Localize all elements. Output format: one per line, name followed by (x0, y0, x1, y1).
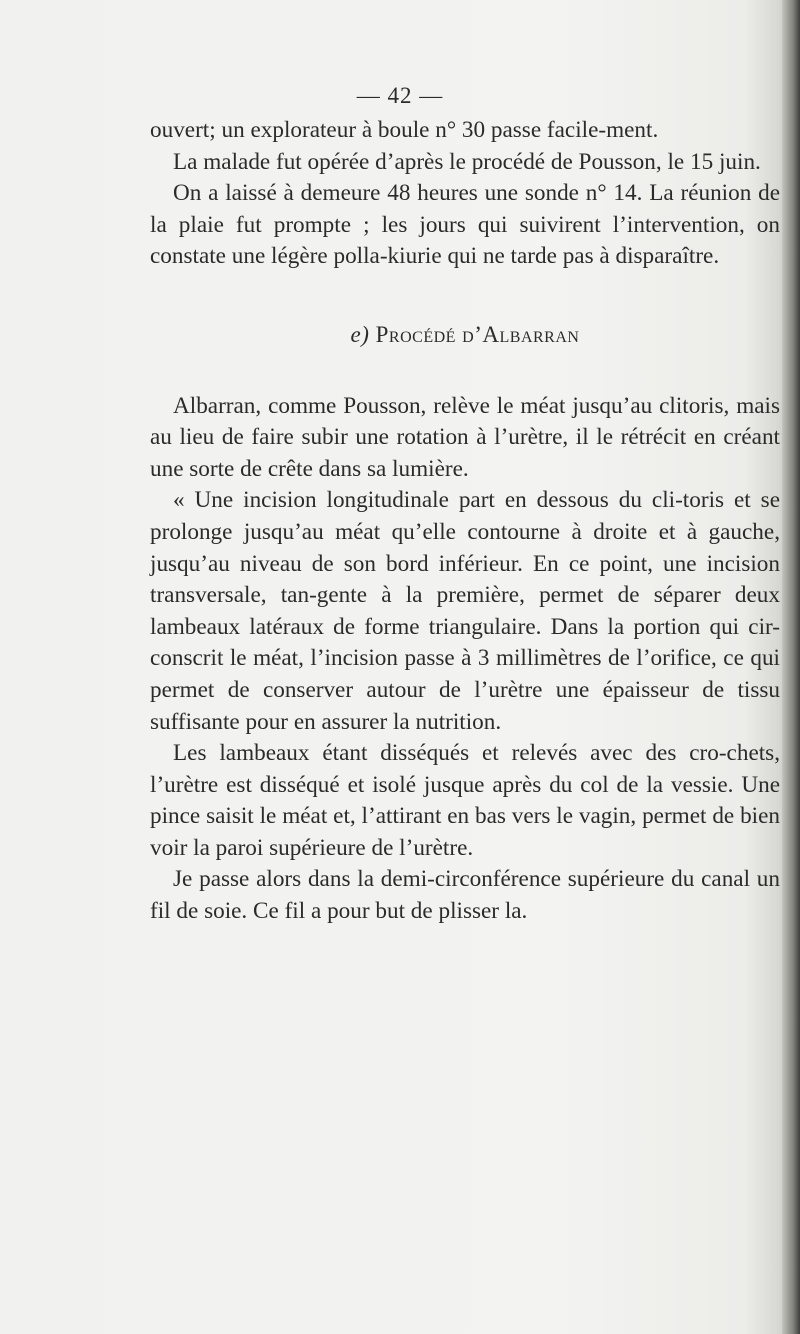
paragraph: Albarran, comme Pousson, relève le méat jusqu’au clitoris, mais au lieu de faire subir une rotation à l’urètre, il le rétrécit en créant une sorte de crête dans sa lumière. (150, 392, 780, 482)
paragraph: ouvert; un explorateur à boule n° 30 passe facile-ment. (150, 117, 659, 143)
section-heading (150, 319, 780, 351)
page-body (150, 115, 780, 928)
page-edge-shadow (782, 0, 800, 1334)
paragraph: La malade fut opérée d’après le procédé de Pousson, le 15 juin. (173, 148, 761, 175)
paragraph: Les lambeaux étant disséqués et relevés avec des cro-chets, l’urètre est disséqué et isolé jusque après du col de la vessie. Une pince saisit le méat et, l’attirant en bas vers le vagin, permet de bien voir la paroi supérieure de l’urètre. (150, 740, 780, 861)
section-letter: e) (350, 321, 370, 347)
page-number: — 42 — (356, 83, 444, 108)
section-title: Procédé d’Albarran (375, 321, 580, 347)
paragraph: Je passe alors dans la demi-circonférence supérieure du canal un fil de soie. Ce fil a pour but de plisser la. (150, 866, 780, 925)
paragraph: On a laissé à demeure 48 heures une sonde n° 14. La réunion de la plaie fut prompte ; les jours qui suivirent l’intervention, on constate une légère polla-kiurie qui ne tarde pas à disparaître. (150, 180, 780, 270)
paragraph: « Une incision longitudinale part en dessous du cli-toris et se prolonge jusqu’au méat qu’elle contourne à droite et à gauche, jusqu’au niveau de son bord inférieur. En ce point, une incision transversale, tan-gente à la première, permet de séparer deux lambeaux latéraux de forme triangulaire. Dans la portion qui cir-conscrit le méat, l’incision passe à 3 millimètres de l’orifice, ce qui permet de conserver autour de l’urètre une épaisseur de tissu suffisante pour en assurer la nutrition. (150, 487, 780, 735)
